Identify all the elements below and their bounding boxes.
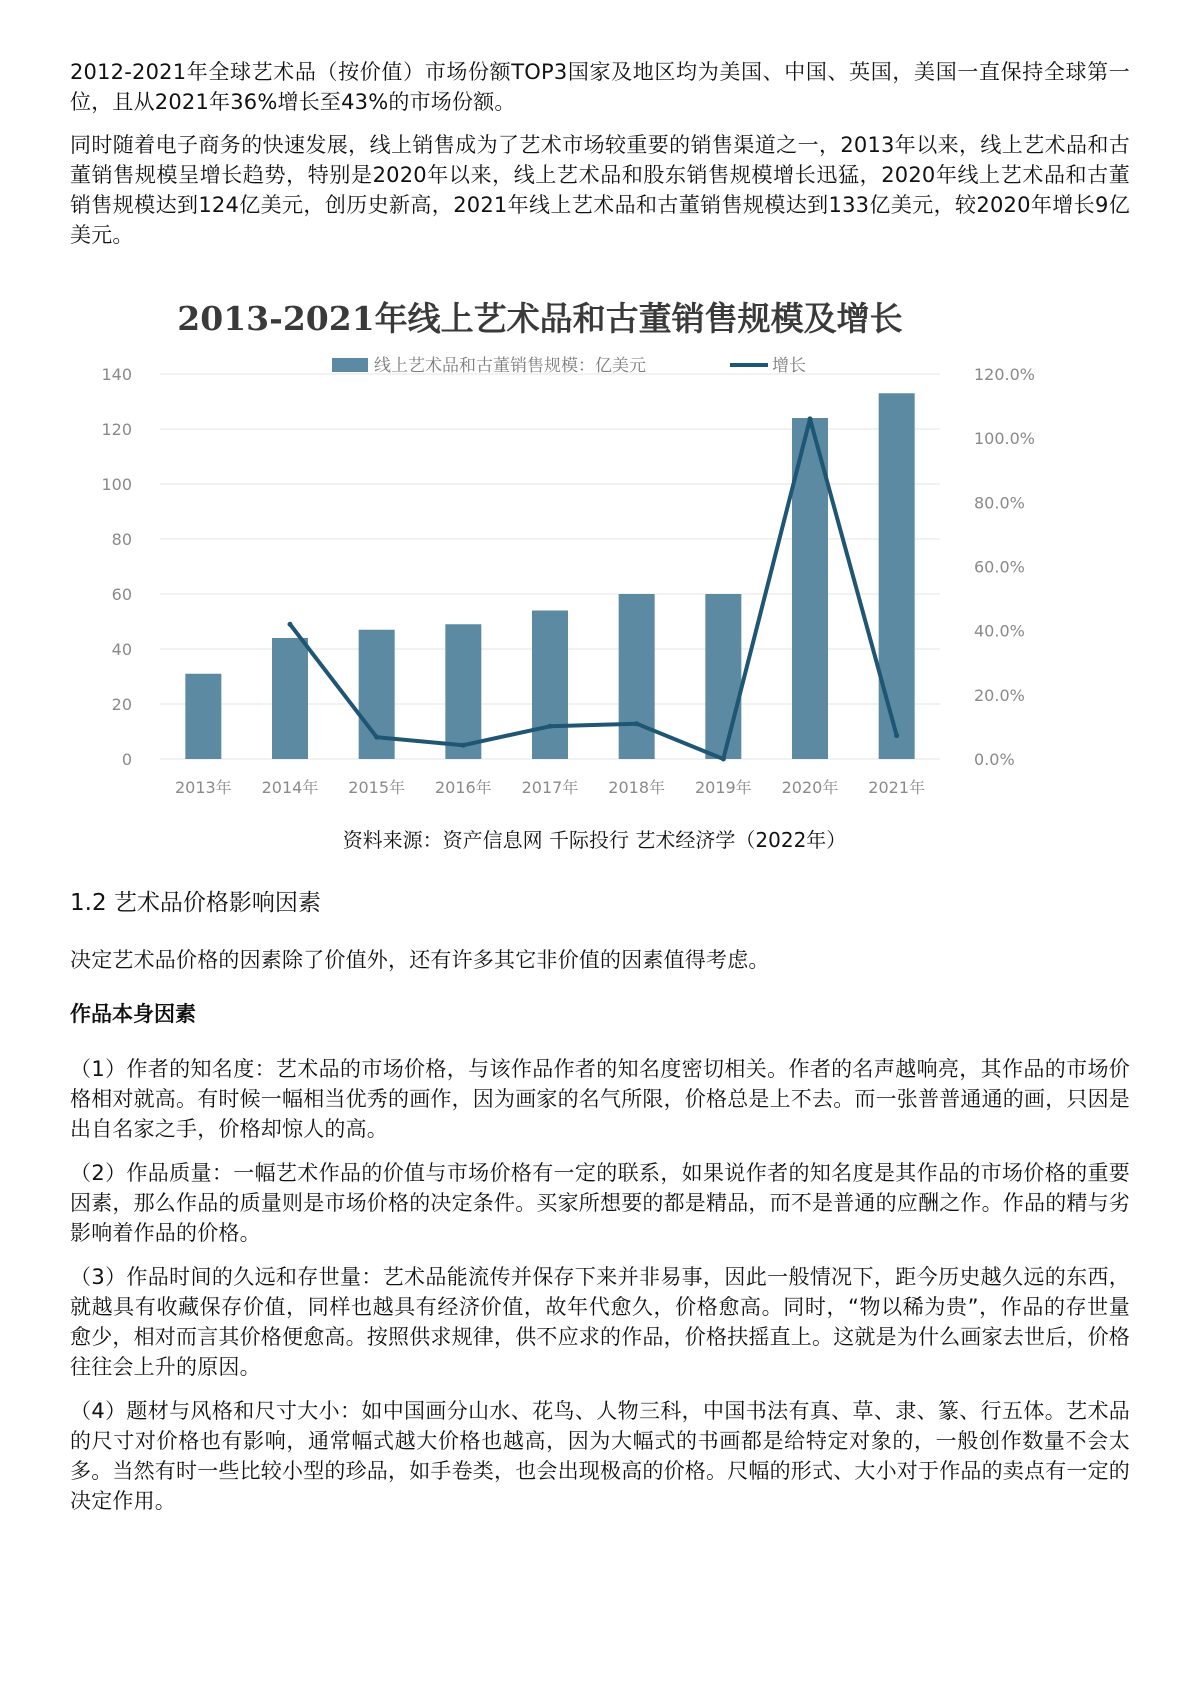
right-axis-tick-label: 20.0% [974,685,1025,705]
left-axis-tick-label: 120 [101,420,132,439]
legend-bar-label: 线上艺术品和古董销售规模：亿美元 [374,356,646,376]
chart-canvas [70,282,1110,872]
bar [879,393,915,759]
section-heading: 1.2 艺术品价格影响因素 [70,890,321,916]
online-art-sales-chart [70,282,1110,872]
factor-item: （4）题材与风格和尺寸大小：如中国画分山水、花鸟、人物三科，中国书法有真、草、隶、篆、行五体。艺术品的尺寸对价格也有影响，通常幅式越大价格也越高，因为大幅式的书画都是给特定对象的，一般创作数量不会太多。当然有时一些比较小型的珍品，如手卷类，也会出现极高的价格。尺幅的形式、大小对于作品的卖点有一定的决定作用。 [70,1399,1130,1513]
growth-point [721,757,726,762]
section-intro: 决定艺术品价格的因素除了价值外，还有许多其它非价值的因素值得考虑。 [70,948,770,972]
x-axis-tick-label: 2014年 [261,778,319,797]
left-axis-tick-label: 40 [111,640,132,659]
right-axis-ticks [974,365,1035,769]
bar [619,594,655,759]
bar [705,594,741,759]
right-axis-tick-label: 40.0% [974,621,1025,641]
chart-source-caption: 资料来源：资产信息网 千际投行 艺术经济学（2022年） [342,828,847,852]
chart-legend [332,356,806,376]
x-axis-tick-label: 2013年 [174,778,232,797]
paragraph-market-share: 2012-2021年全球艺术品（按价值）市场份额TOP3国家及地区均为美国、中国、英国，美国一直保持全球第一位，且从2021年36%增长至43%的市场份额。 [70,60,1130,114]
left-axis-tick-label: 140 [101,365,132,384]
x-axis-tick-label: 2017年 [521,778,579,797]
bar [445,624,481,759]
left-axis-tick-label: 100 [101,475,132,494]
x-axis-ticks [175,778,925,797]
x-axis-tick-label: 2020年 [781,778,839,797]
right-axis-tick-label: 60.0% [974,557,1025,577]
growth-point [288,622,293,627]
bar [532,611,568,760]
left-axis-tick-label: 60 [111,585,132,604]
left-axis-tick-label: 20 [111,695,132,714]
growth-point [548,724,553,729]
factor-item: （2）作品质量：一幅艺术作品的价值与市场价格有一定的联系，如果说作者的知名度是其作品的市场价格的重要因素，那么作品的质量则是市场价格的决定条件。买家所想要的都是精品，而不是普通的应酬之作。作品的精与劣影响着作品的价格。 [70,1161,1130,1245]
x-axis-tick-label: 2019年 [694,778,752,797]
left-axis-tick-label: 0 [121,750,132,769]
growth-point [461,743,466,748]
paragraph-online-sales: 同时随着电子商务的快速发展，线上销售成为了艺术市场较重要的销售渠道之一，2013年以来，线上艺术品和古董销售规模呈增长趋势，特别是2020年以来，线上艺术品和股东销售规模增长迅猛，2020年线上艺术品和古董销售规模达到124亿美元，创历史新高，2021年线上艺术品和古董销售规模达到133亿美元，较2020年增长9亿美元。 [70,133,1130,247]
right-axis-tick-label: 80.0% [974,493,1025,513]
bar-series [185,393,914,759]
bar [185,674,221,759]
right-axis-tick-label: 100.0% [974,429,1036,449]
left-axis-tick-label: 80 [111,530,132,549]
growth-point [808,416,813,421]
subsection-heading: 作品本身因素 [70,1002,196,1026]
legend-bar-swatch [332,358,368,372]
growth-point [374,735,379,740]
x-axis-tick-label: 2015年 [348,778,406,797]
legend-line-label: 增长 [772,356,806,376]
factor-item: （1）作者的知名度：艺术品的市场价格，与该作品作者的知名度密切相关。作者的名声越响亮，其作品的市场价格相对就高。有时候一幅相当优秀的画作，因为画家的名气所限，价格总是上不去。而一张普普通通的画，只因是出自名家之手，价格却惊人的高。 [70,1057,1130,1141]
right-axis-tick-label: 0.0% [974,750,1015,769]
x-axis-tick-label: 2018年 [608,778,666,797]
right-axis-tick-label: 120.0% [974,365,1036,384]
bar [272,638,308,759]
x-axis-tick-label: 2016年 [434,778,492,797]
growth-point [894,733,899,738]
chart-title: 2013-2021年线上艺术品和古董销售规模及增长 [177,299,903,338]
growth-point [634,721,639,726]
left-axis-ticks [101,365,132,769]
factor-item: （3）作品时间的久远和存世量：艺术品能流传并保存下来并非易事，因此一般情况下，距今历史越久远的东西，就越具有收藏保存价值，同样也越具有经济价值，故年代愈久，价格愈高。同时，“物以稀为贵”，作品的存世量愈少，相对而言其价格便愈高。按照供求规律，供不应求的作品，价格扶摇直上。这就是为什么画家去世后，价格往往会上升的原因。 [70,1265,1130,1379]
x-axis-tick-label: 2021年 [868,778,926,797]
